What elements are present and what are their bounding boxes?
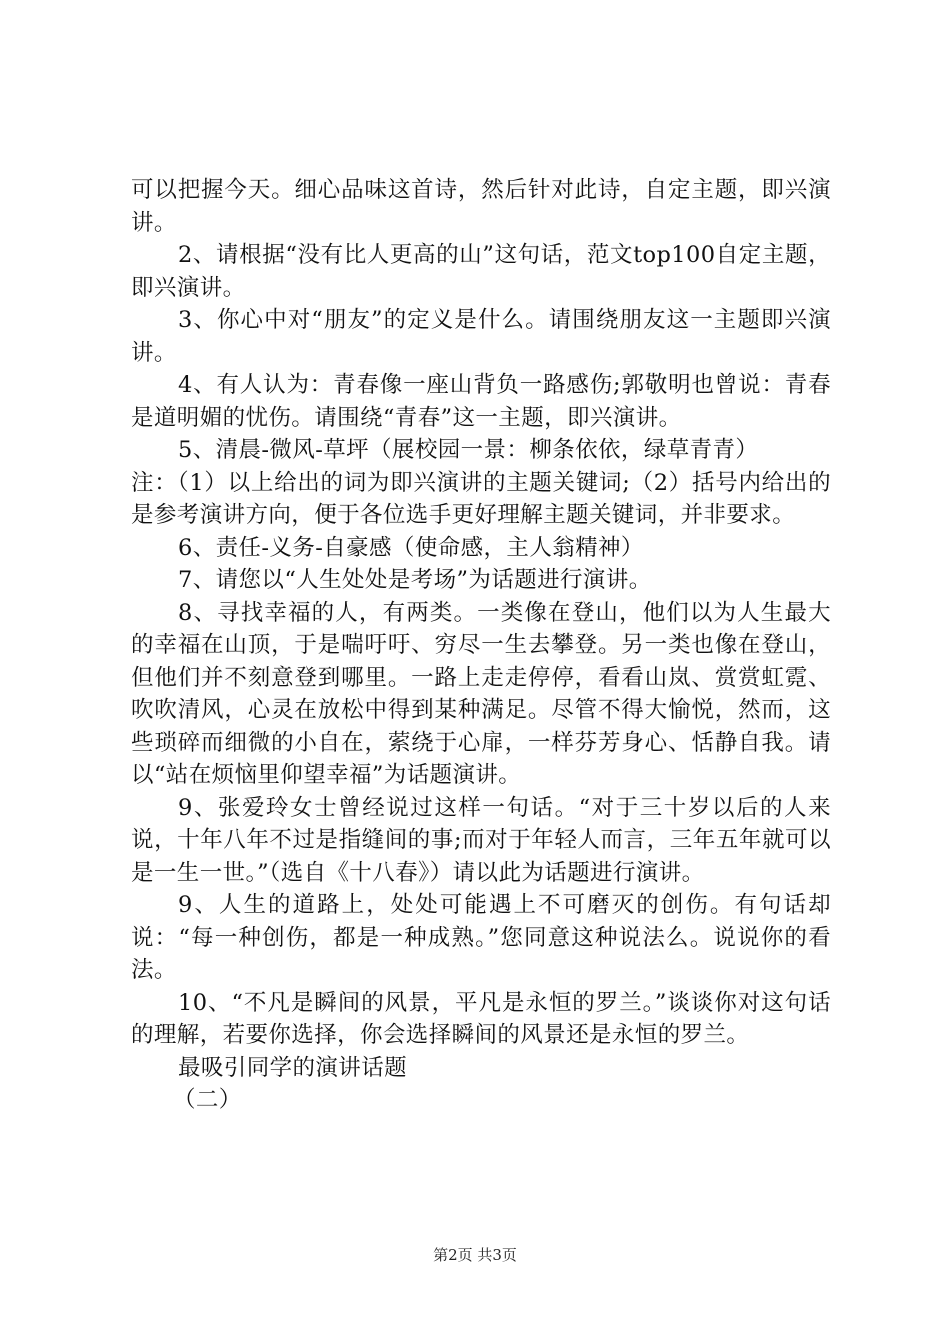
paragraph-topic-5: 5、清晨-微风-草坪（展校园一景：柳条依依，绿草青青） [178, 437, 759, 463]
paragraph-topic-3: 3、你心中对“朋友”的定义是什么。请围绕朋友这一主题即兴演讲。 [131, 307, 831, 366]
paragraph-topic-9a: 9、张爱玲女士曾经说过这样一句话。“对于三十岁以后的人来说，十年八年不过是指缝间的事;而对于年轻人而言，三年五年就可以是一生一世。”（选自《十八春》）请以此为话题进行演讲。 [131, 794, 831, 886]
page-footer: 第2页 共3页 [433, 1246, 517, 1264]
paragraph-topic-8: 8、寻找幸福的人，有两类。一类像在登山，他们以为人生最大的幸福在山顶，于是喘吁吁、穷尽一生去攀登。另一类也像在登山，但他们并不刻意登到哪里。一路上走走停停，看看山岚、赏赏虹霓、吹吹清风，心灵在放松中得到某种满足。尽管不得大愉悦，然而，这些琐碎而细微的小自在，萦绕于心扉，一样芬芳身心、恬静自我。请以“站在烦恼里仰望幸福”为话题演讲。 [131, 599, 831, 788]
paragraph-intro-continuation: 可以把握今天。细心品味这首诗，然后针对此诗，自定主题，即兴演讲。 [131, 177, 831, 236]
paragraph-topic-9b: 9、人生的道路上，处处可能遇上不可磨灭的创伤。有句话却说：“每一种创伤，都是一种成熟。”您同意这种说法么。说说你的看法。 [131, 892, 831, 983]
paragraph-topic-2: 2、请根据“没有比人更高的山”这句话，范文top100自定主题，即兴演讲。 [131, 242, 831, 301]
paragraph-topic-10: 10、“不凡是瞬间的风景，平凡是永恒的罗兰。”谈谈你对这句话的理解，若要你选择，你会选择瞬间的风景还是永恒的罗兰。 [131, 989, 831, 1048]
document-body [131, 174, 831, 1117]
paragraph-topic-7: 7、请您以“人生处处是考场”为话题进行演讲。 [178, 567, 652, 593]
paragraph-note: 注：（1）以上给出的词为即兴演讲的主题关键词;（2）括号内给出的是参考演讲方向，便于各位选手更好理解主题关键词，并非要求。 [131, 469, 831, 528]
section-heading: 最吸引同学的演讲话题 [178, 1054, 408, 1081]
paragraph-topic-4: 4、有人认为：青春像一座山背负一路感伤;郭敬明也曾说：青春是道明媚的忧伤。请围绕“青春”这一主题，即兴演讲。 [131, 372, 831, 431]
paragraph-topic-6: 6、责任-义务-自豪感（使命感，主人翁精神） [178, 534, 644, 561]
section-subheading: （二） [173, 1087, 242, 1113]
